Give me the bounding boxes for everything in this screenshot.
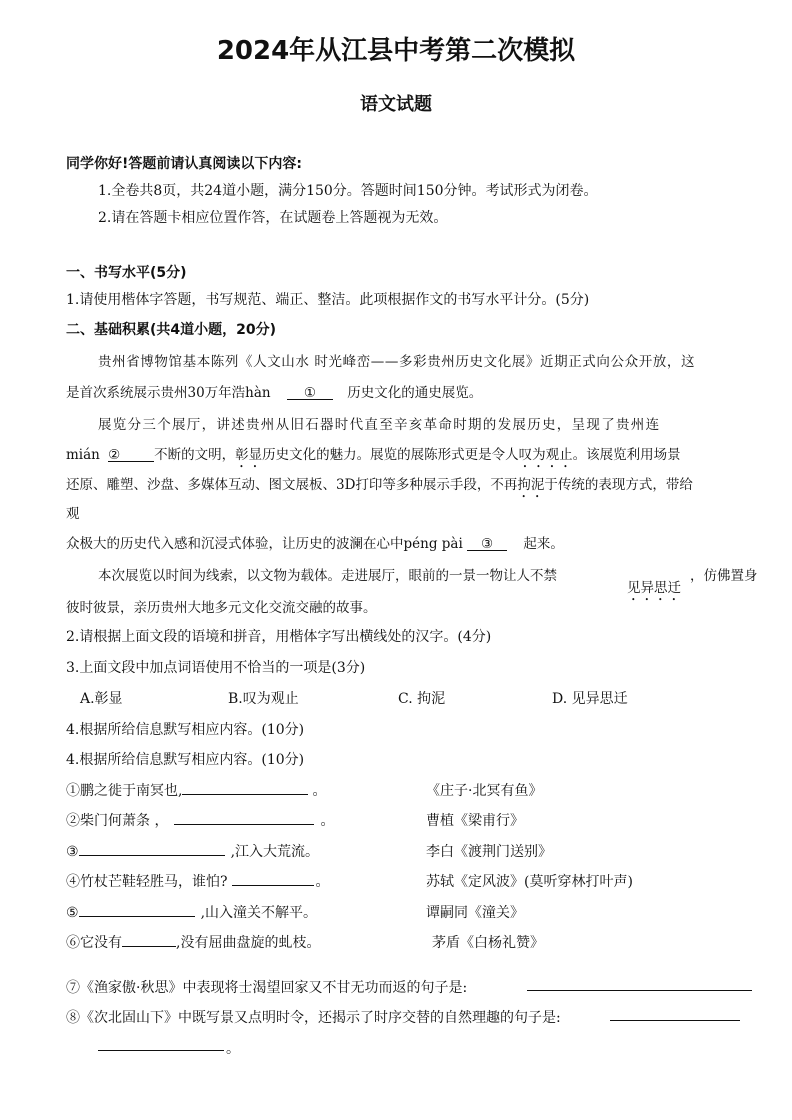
passage-p1-line2 [66, 381, 482, 401]
question-1: 1.请使用楷体字答题，书写规范、端正、整洁。此项根据作文的书写水平计分。(5分) [66, 292, 590, 308]
section-2-heading: 二、基础积累(共4道小题，20分) [66, 322, 277, 338]
recite-line-4 [66, 871, 330, 891]
recite-source-2: 曹植《梁甫行》 [426, 813, 524, 829]
passage-text: 起来。 [523, 536, 564, 552]
recite-prompt-end: ,山入潼关不解平。 [200, 905, 318, 921]
recite-prompt: ④竹杖芒鞋轻胜马，谁怕? [66, 874, 228, 890]
recite-blank-4[interactable] [232, 871, 314, 886]
section-1-heading: 一、书写水平(5分) [66, 265, 187, 281]
dotted-word-text: 见异思迁 [627, 580, 681, 596]
recite-blank-3[interactable] [79, 841, 225, 856]
notice-heading: 同学你好!答题前请认真阅读以下内容: [66, 156, 302, 172]
passage-text: mián [66, 447, 100, 463]
recite-blank-8a[interactable] [610, 1020, 740, 1021]
blank-2[interactable] [108, 447, 154, 462]
passage-text: 历史文化的通史展览。 [347, 385, 483, 401]
question-4-stem: 4.根据所给信息默写相应内容。(10分) [66, 722, 305, 738]
dotted-word-zhangxian: 彰显 [235, 447, 263, 463]
recite-blank-7[interactable] [527, 990, 752, 991]
recite-line-8-end: 。 [226, 1041, 240, 1057]
recite-source-6: 茅盾《白杨礼赞》 [432, 935, 544, 951]
recite-prompt: ③ [66, 844, 79, 860]
recite-line-3 [66, 841, 319, 861]
recite-blank-8b[interactable] [98, 1050, 224, 1051]
recite-line-7 [66, 977, 467, 997]
passage-p2-line1: 展览分三个展厅，讲述贵州从旧石器时代直至辛亥革命时期的发展历史，呈现了贵州连 [98, 417, 661, 433]
recite-blank-1[interactable] [182, 780, 308, 795]
dotted-word-junie: 拘泥 [517, 477, 545, 493]
passage-text: 还原、雕塑、沙盘、多媒体互动、图文展板、3D打印等多种展示手段，不再 [66, 477, 518, 493]
passage-text: 众极大的历史代入感和沉浸式体验，让历史的波澜在心中péng pài [66, 536, 463, 552]
recite-blank-6[interactable] [122, 932, 176, 947]
exam-subtitle: 语文试题 [360, 94, 432, 115]
passage-p2-line4: 观 [66, 506, 80, 522]
recite-line-1 [66, 780, 326, 800]
passage-text: 是首次系统展示贵州30万年浩hàn [66, 385, 271, 401]
recite-prompt-end: 。 [315, 874, 330, 890]
passage-p2-line2 [66, 443, 681, 471]
blank-2-label: ② [108, 447, 121, 463]
recite-prompt-end: ,没有屈曲盘旋的虬枝。 [176, 935, 321, 951]
option-a[interactable]: A.彰显 [80, 691, 123, 707]
recite-prompt: ⑧《次北固山下》中既写景又点明时令，还揭示了时序交替的自然理趣的句子是: [66, 1010, 561, 1026]
passage-p3-line1-end: ，仿佛置身 [690, 568, 758, 584]
recite-source-3: 李白《渡荆门送别》 [426, 844, 552, 860]
recite-line-8 [66, 1007, 561, 1027]
passage-p1-line1: 贵州省博物馆基本陈列《人文山水 时光峰峦——多彩贵州历史文化展》近期正式向公众开放，这 [98, 354, 696, 370]
recite-prompt: ⑤ [66, 905, 79, 921]
question-2: 2.请根据上面文段的语境和拼音，用楷体字写出横线处的汉字。(4分) [66, 629, 492, 645]
option-d[interactable]: D. 见异思迁 [552, 691, 628, 707]
passage-text: 本次展览以时间为线索，以文物为载体。走进展厅，眼前的一景一物让人不禁 [98, 568, 557, 584]
recite-prompt: ①鹏之徙于南冥也, [66, 783, 183, 799]
recite-prompt-end: 。 [312, 783, 327, 799]
option-c[interactable]: C. 拘泥 [398, 691, 446, 707]
blank-3-label: ③ [481, 536, 494, 552]
passage-text: 。该展览利用场景 [572, 447, 681, 463]
recite-prompt: ②柴门何萧条 ， [66, 813, 169, 829]
recite-blank-5[interactable] [79, 902, 195, 917]
recite-prompt-end: 。 [320, 813, 335, 829]
dotted-word-jianyisiqian [627, 576, 681, 604]
passage-p2-line3 [66, 473, 693, 501]
passage-text: 历史文化的魅力。展览的展陈形式更是令人 [262, 447, 519, 463]
exam-title: 2024年从江县中考第二次模拟 [216, 36, 576, 66]
notice-item-1: 1.全卷共8页，共24道小题，满分150分。答题时间150分钟。考试形式为闭卷。 [98, 183, 598, 199]
blank-1[interactable] [287, 385, 333, 400]
recite-line-5 [66, 902, 317, 922]
recite-line-2 [66, 810, 334, 830]
recite-prompt-end: ,江入大荒流。 [230, 844, 320, 860]
notice-item-2: 2.请在答题卡相应位置作答，在试题卷上答题视为无效。 [98, 210, 448, 226]
blank-3[interactable] [467, 536, 507, 551]
passage-p3-line1 [98, 564, 557, 584]
passage-text: 于传统的表现方式，带给 [544, 477, 693, 493]
recite-source-5: 谭嗣同《潼关》 [426, 905, 524, 921]
recite-blank-2[interactable] [174, 810, 314, 825]
recite-line-6 [66, 932, 320, 952]
passage-text: 不断的文明， [154, 447, 236, 463]
recite-prompt: ⑦《渔家傲·秋思》中表现将士渴望回家又不甘无功而返的句子是: [66, 980, 468, 996]
recite-source-4: 苏轼《定风波》(莫听穿林打叶声) [426, 874, 633, 890]
passage-p2-line5 [66, 532, 564, 552]
blank-1-label: ① [303, 385, 316, 401]
option-b[interactable]: B.叹为观止 [228, 691, 299, 707]
passage-p3-line2: 彼时彼景，亲历贵州大地多元文化交流交融的故事。 [66, 600, 377, 616]
question-3: 3.上面文段中加点词语使用不恰当的一项是(3分) [66, 660, 366, 676]
dotted-word-tanweiguanzhi: 叹为观止 [518, 447, 573, 463]
recite-source-1: 《庄子·北冥有鱼》 [426, 783, 543, 799]
question-4-stem-repeat: 4.根据所给信息默写相应内容。(10分) [66, 752, 305, 768]
recite-prompt: ⑥它没有 [66, 935, 122, 951]
